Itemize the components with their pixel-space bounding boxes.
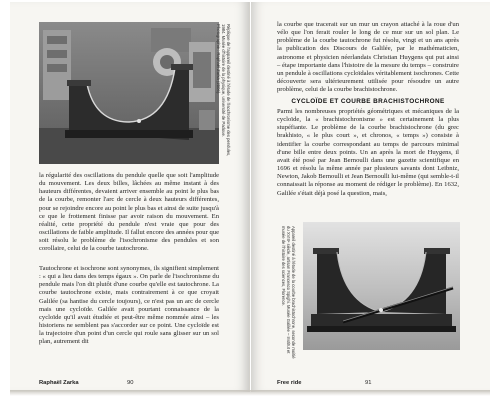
book-bottom-shadow (10, 390, 490, 396)
right-folio-title: Free ride (277, 380, 302, 386)
photo-brachistochrone-image (303, 222, 460, 350)
right-folio-number: 91 (365, 380, 372, 386)
photo-isochronism-image (39, 22, 219, 164)
right-photo-caption: Appareil destiné à l'étude de la courbe brachistochrone, seconde moitié du XVIIIᵉ siècle, artisan Francesco Spighi. Musée Galilée – Institut et musée de l'histoire des sciences, Florence. (281, 226, 296, 359)
left-photo-caption: Réplique de l'appareil destiné à l'étude de l'isochronisme des pendules, 1984. Musée d'histoire de la physique, université de Padoue. Photographie : Raphaël Zarka (2006). (216, 24, 231, 157)
right-paragraph-bottom: Parmi les nombreuses propriétés géométriques et mécaniques de la cycloïde, la « brachistochronisme » est certainement la plus stupéfiante. Le problème de la courbe brachistochrone (du grec brakhisto, « le plus court », et chronos, « temps ») consiste à identifier la courbe correspondant au temps de parcours minimal d'une bille entre deux points. Un an après la mort de Huygens, il avait été posé par Jean Bernoulli dans une gazette scientifique en 1696 et résolu la même année par plusieurs savants dont Leibniz, Newton, Jakob Bernoulli et Jean Bernoulli lui-même (qui semble-t-il connaissait la réponse au moment de rédiger le problème). En 1632, Galilée s'était déjà posé la question, mais, (277, 108, 459, 197)
photo-isochronism-apparatus (39, 22, 219, 164)
right-page (251, 2, 490, 392)
left-folio-author: Raphaël Zarka (39, 380, 79, 386)
right-paragraph-top: la courbe que tracerait sur un mur un crayon attaché à la roue d'un vélo que l'on ferait rouler le long de ce mur sur un sol plan. Le problème de la courbe tautochrone fut résolu, vingt et un ans après la publication des Discours de Galilée, par le mathématicien, astronome et physicien néerlandais Christian Huygens qui put ainsi – étape importante dans l'histoire de la mesure du temps – construire un pendule à oscillations cycloïdales véritablement isochrones. Cette découverte sera ultérieurement utilisée pour résoudre un autre problème, celui de la courbe brachistochrone. (277, 21, 459, 94)
open-book (4, 2, 496, 396)
left-paragraph-2: Tautochrone et isochrone sont synonymes, ils signifient simplement : « qui a lieu dans des temps égaux ». On parle de l'isochronisme du pendule mais l'on dit plutôt d'une courbe qu'elle est tautochrone. La courbe tautochrone existe, mais contrairement à ce que croyait Galilée (sa hantise du cercle toujours), ce n'est pas un arc de cercle mais une cycloïde. Galilée avait pourtant connaissance de la cycloïde qu'il avait étudiée et peut-être même nommée ainsi – les historiens ne semblent pas s'accorder sur ce point. Une cycloïde est la trajectoire d'un point d'un cercle qui roule sans glisser sur un sol plan, autrement dit (39, 265, 219, 346)
photo-brachistochrone-apparatus (303, 222, 460, 350)
left-folio-number: 90 (127, 380, 134, 386)
section-heading: CYCLOÏDE ET COURBE BRACHISTOCHRONE (291, 98, 445, 105)
left-page (10, 2, 250, 392)
left-paragraph-1: la régularité des oscillations du pendule quelle que soit l'amplitude du mouvement. Les deux billes, lâchées au même instant à des hauteurs différentes, devaient arriver ensemble au point le plus bas de la courbe, remonter l'arc de cercle à deux hauteurs différentes, pour se rejoindre encore au point le plus bas et ainsi de suite jusqu'à ce que le frottement finisse par avoir raison du mouvement. En réalité, cette propriété du pendule n'est vraie que pour des oscillations de faible amplitude. Il fallut encore des années pour que soit résolu le problème de l'isochronisme des pendules et son corollaire, celui de la courbe tautochrone. (39, 172, 219, 253)
